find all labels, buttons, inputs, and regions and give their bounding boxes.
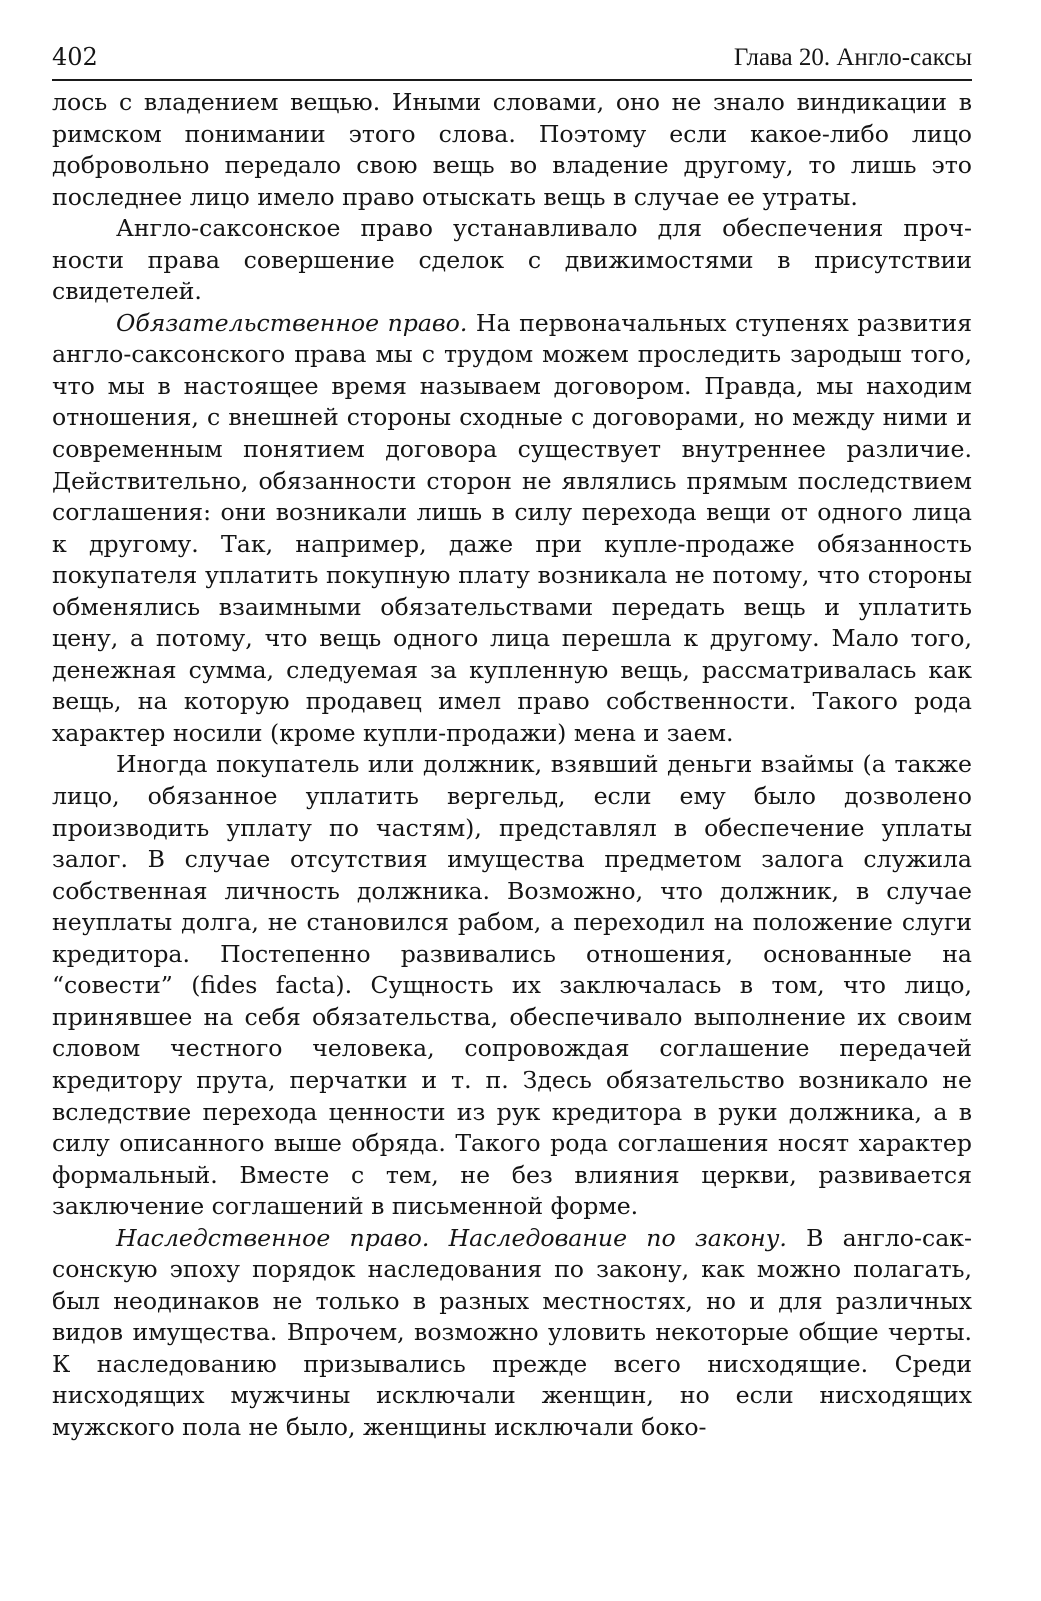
section-heading-obligations: Обязательственное право. [116, 308, 468, 337]
body-text [52, 87, 972, 1444]
paragraph-text: Англо-саксонское право устанавливало для обеспечения прочности права совершение сделок с движимостями в присутствии свидетелей. [52, 214, 972, 306]
paragraph-inheritance-law [52, 1223, 972, 1444]
paragraph [52, 213, 972, 308]
page-number: 402 [52, 43, 98, 71]
section-heading-inheritance: Наследственное право. Наследование по закону. [116, 1223, 787, 1252]
paragraph-continuation [52, 87, 972, 213]
book-page [52, 40, 972, 1444]
running-header [52, 40, 972, 81]
paragraph-text: В англо-саксонскую эпоху порядок наследования по закону, как можно полагать, был неодинаков не только в разных местностях, но и для различных видов имущества. Впрочем, возможно уловить некоторые общие черты. К наследованию призывались прежде всего нисходящие. Среди нисходящих мужчины исключали женщин, но если нисходящих мужского пола не было, женщины исключали боко- [52, 1223, 972, 1441]
paragraph-text: На первоначальных ступенях развития англо-саксонского права мы с трудом можем проследить зародыш того, что мы в настоящее время называем договором. Правда, мы находим отношения, с внешней стороны сходные с договорами, но между ними и современным понятием договора существует внутреннее различие. Действительно, обязанности сторон не являлись прямым последствием соглашения: они возникали лишь в силу перехода вещи от одного лица к другому. Так, например, даже при купле-продаже обязанность покупателя уплатить покупную плату возникала не потому, что стороны обменялись взаимными обязательствами передать вещь и уплатить цену, а потому, что вещь одного лица перешла к другому. Мало того, денежная сумма, следуемая за купленную вещь, рассматривалась как вещь, на которую продавец имел право собственности. Такого рода характер носили (кроме купли-продажи) мена и заем. [52, 308, 972, 747]
paragraph [52, 749, 972, 1222]
chapter-title: Глава 20. Англо-саксы [733, 44, 972, 71]
paragraph-text: лось с владением вещью. Иными словами, оно не знало виндикации в римском понимании этого слова. Поэтому если какое-либо лицо добровольно передало свою вещь во владение другому, то лишь это последнее лицо имело право отыскать вещь в случае ее утраты. [52, 88, 972, 211]
paragraph-obligations-law [52, 308, 972, 750]
paragraph-text: Иногда покупатель или должник, взявший деньги взаймы (а также лицо, обязанное уплатить вергельд, если ему было дозволено производить уплату по частям), представлял в обеспечение уплаты залог. В случае отсутствия имущества предметом залога служила собственная личность должника. Возможно, что должник, в случае неуплаты долга, не становился рабом, а переходил на положение слуги кредитора. Постепенно развивались отношения, основанные на “совести” (fides facta). Сущность их заключалась в том, что лицо, принявшее на себя обязательства, обеспечивало выполнение их своим словом честного человека, сопровождая соглашение передачей кредитору прута, перчатки и т. п. Здесь обязательство возникало не вследствие перехода ценности из рук кредитора в руки должника, а в силу описанного выше обряда. Такого рода соглашения носят характер формальный. Вместе с тем, не без влияния церкви, развивается заключение соглашений в письменной форме. [52, 750, 972, 1221]
